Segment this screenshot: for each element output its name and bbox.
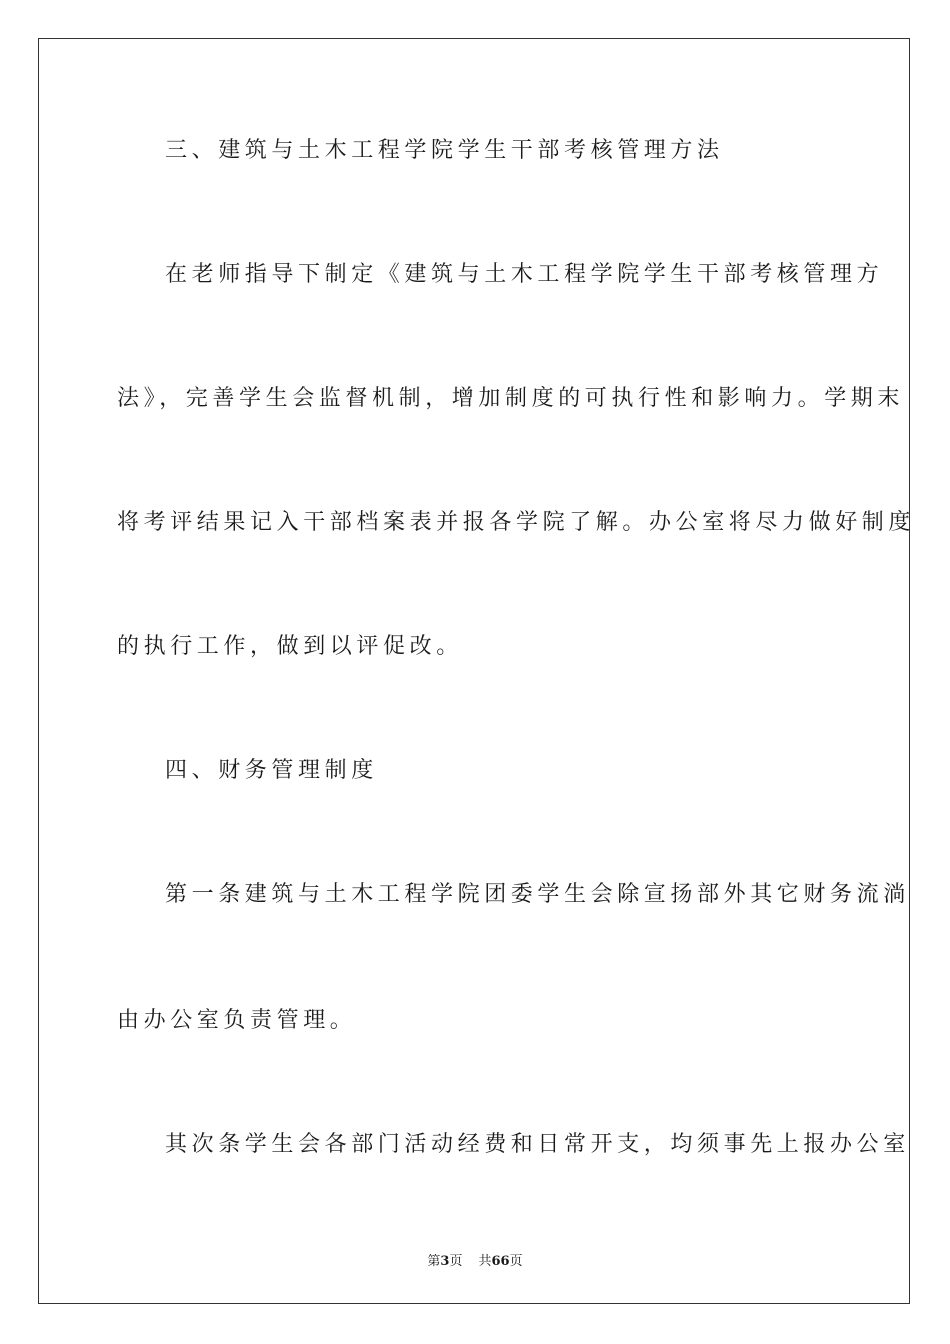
- footer-page-prefix: 第: [427, 1254, 441, 1269]
- section-heading-4: 四、财务管理制度: [165, 758, 378, 783]
- footer-page-number: 3: [440, 1254, 450, 1269]
- footer-total-suffix: 页: [509, 1254, 523, 1269]
- paragraph-line: 其次条学生会各部门活动经费和日常开支，均须事先上报办公室: [165, 1132, 910, 1157]
- footer-total-prefix: 共: [478, 1254, 492, 1269]
- footer-page-suffix: 页: [449, 1254, 463, 1269]
- paragraph-line: 的执行工作，做到以评促改。: [117, 634, 463, 659]
- footer-total-number: 66: [491, 1254, 510, 1269]
- page-footer: [0, 1250, 950, 1269]
- section-heading-3: 三、建筑与土木工程学院学生干部考核管理方法: [165, 138, 724, 163]
- paragraph-line: 第一条建筑与土木工程学院团委学生会除宣扬部外其它财务流淌: [165, 882, 910, 907]
- paragraph-line: 由办公室负责管理。: [117, 1008, 357, 1033]
- paragraph-line: 法》，完善学生会监督机制，增加制度的可执行性和影响力。学期末: [117, 386, 905, 411]
- page-border: [38, 38, 910, 1304]
- paragraph-line: 在老师指导下制定《建筑与土木工程学院学生干部考核管理方: [165, 262, 884, 287]
- paragraph-line: 将考评结果记入干部档案表并报各学院了解。办公室将尽力做好制度: [117, 510, 916, 535]
